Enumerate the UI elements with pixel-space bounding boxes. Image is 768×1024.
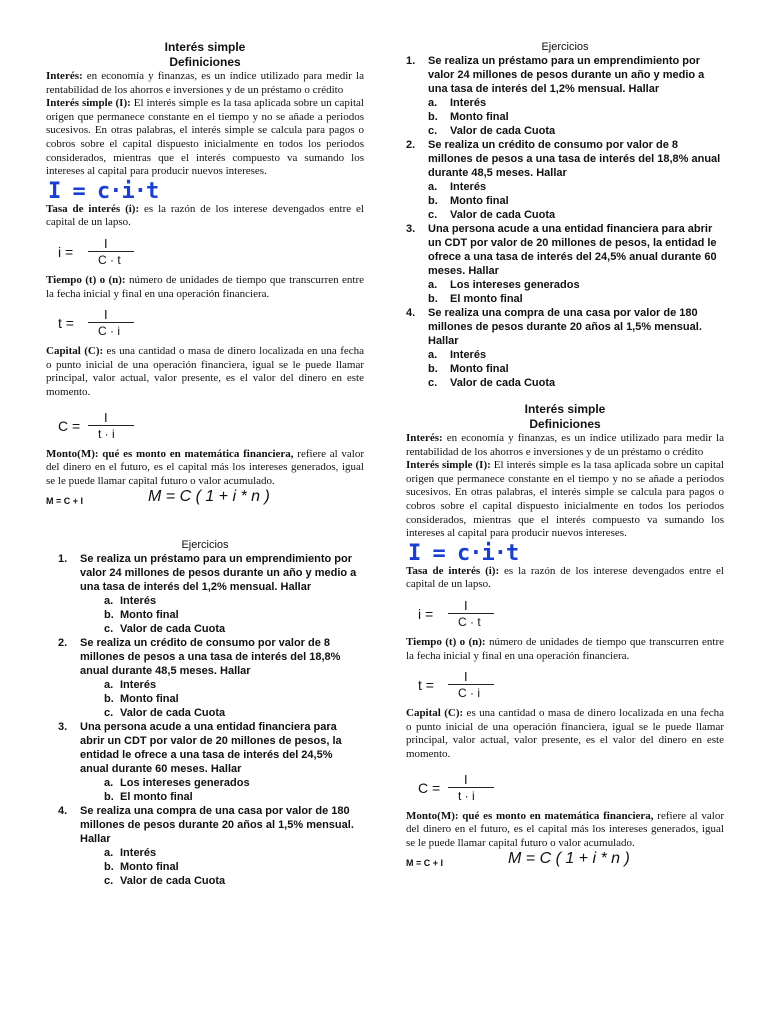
term-label: Tiempo (t) o (n):: [406, 635, 486, 648]
definition-text: en economía y finanzas, es un índice utilizado para medir la rentabilidad de los ahorros e inversiones y de un préstamo o crédito: [406, 432, 724, 458]
exercise-item: [406, 306, 724, 348]
interes-definition: [406, 432, 724, 459]
exercise-subitem: [58, 678, 364, 692]
tasa-formula: [58, 236, 178, 270]
exercise-subitem: [406, 278, 724, 292]
subitem-letter: a.: [104, 777, 114, 790]
subitem-letter: b.: [428, 195, 438, 207]
definition-text: El interés simple es la tasa aplicada sobre un capital origen que permanece constante en el tiempo y no se añade a periodos sucesivos. En otras palabras, el interés simple se calcula para pagos o cobros sobre el capital dispuesto inicialmente en todos los periodos considerados, mientras que el interés compuesto va sumando los intereses al capital para producir nuevos intereses.: [406, 459, 724, 540]
subitem-letter: a.: [104, 679, 114, 692]
subitem-text: Valor de cada Cuota: [120, 707, 226, 720]
subitem-text: Valor de cada Cuota: [120, 875, 226, 888]
definition-text: es la razón de los interese devengados entre el capital de un lapso.: [406, 564, 724, 591]
subitem-letter: c.: [104, 623, 114, 636]
exercise-subitem: [58, 790, 364, 804]
subitem-text: Los intereses generados: [450, 279, 580, 291]
exercise-number: 2.: [58, 637, 68, 650]
exercise-subitem: [406, 110, 724, 124]
subitem-text: Interés: [450, 97, 487, 109]
formula-denominator: C · i: [458, 686, 480, 701]
formula-lhs: i =: [58, 243, 74, 260]
exercise-subitem: [406, 96, 724, 110]
subitem-letter: b.: [104, 791, 114, 804]
subitem-text: Monto final: [450, 195, 509, 207]
subitem-text: Interés: [120, 679, 157, 692]
capital-formula: [418, 772, 538, 806]
formula-denominator: C · i: [98, 324, 120, 339]
formula-denominator: t · i: [458, 788, 475, 803]
exercise-number: 4.: [406, 307, 416, 319]
definitions-section: [406, 402, 724, 872]
subitem-text: Monto final: [120, 693, 179, 706]
exercise-subitem: [406, 362, 724, 376]
definition-text: refiere al valor del dinero en el futuro, es el capital más los intereses generados, igual se le puede llamar capital futuro o valor acumulado.: [406, 809, 725, 849]
capital-formula: [58, 410, 178, 444]
definition-text: es una cantidad o masa de dinero localizada en una fecha o punto inicial de una operación financiera, igual se le puede llamar principal, valor actual, valor presente, es el valor del dinero en este momento.: [406, 707, 724, 760]
monto-formula: M = C ( 1 + i * n ): [148, 488, 270, 506]
fraction-bar: [88, 425, 134, 426]
monto-short-formula: M = C + I: [46, 496, 84, 507]
term-label: Tasa de interés (i):: [406, 564, 500, 577]
exercises-title: Ejercicios: [541, 41, 589, 53]
formula-lhs: C =: [418, 779, 441, 796]
exercise-text: Se realiza una compra de una casa por valor de 180 millones de pesos durante 20 años al 1,5% mensual. Hallar: [80, 805, 354, 846]
exercise-number: 3.: [58, 721, 68, 734]
exercise-subitem: [58, 594, 364, 608]
subitem-text: El monto final: [120, 791, 193, 804]
exercise-number: 3.: [406, 223, 416, 235]
term-label: Interés:: [406, 432, 443, 444]
formula-lhs: t =: [58, 315, 74, 332]
exercise-text: Se realiza un préstamo para un emprendimiento por valor 24 millones de pesos durante un año y medio a una tasa de interés del 1,2% mensual. Hallar: [80, 553, 357, 594]
tiempo-formula: [418, 669, 538, 703]
formula-numerator: I: [464, 669, 468, 685]
subitem-letter: a.: [104, 847, 114, 860]
tasa-definition: [46, 203, 364, 230]
exercises-section: [406, 40, 724, 390]
monto-definition: [406, 810, 724, 851]
formula-numerator: I: [104, 235, 108, 251]
subitem-letter: c.: [104, 875, 114, 888]
exercise-subitem: [58, 776, 364, 790]
definition-text: refiere al valor del dinero en el futuro, es el capital más los intereses generados, igual se le puede llamar capital futuro o valor acumulado.: [46, 447, 365, 487]
exercise-subitem: [406, 376, 724, 390]
term-label: Interés simple (I):: [46, 97, 131, 110]
exercise-item: [58, 636, 364, 678]
tiempo-formula: [58, 307, 178, 341]
formula-denominator: t · i: [98, 426, 115, 441]
subitem-letter: b.: [428, 293, 438, 305]
subitem-letter: c.: [428, 209, 438, 221]
subitem-text: Monto final: [450, 363, 509, 375]
subitem-letter: b.: [104, 693, 114, 706]
fraction-bar: [448, 613, 494, 614]
exercise-subitem: [58, 622, 364, 636]
exercise-subitem: [58, 608, 364, 622]
subitem-text: Monto final: [120, 609, 179, 622]
exercise-list: [406, 54, 724, 390]
interes-definition: [46, 70, 364, 97]
exercise-number: 1.: [406, 55, 416, 67]
section-title: Interés simple: [164, 40, 246, 54]
monto-formulas: [406, 850, 724, 872]
subitem-letter: b.: [428, 111, 438, 123]
subitem-letter: c.: [428, 377, 438, 389]
fraction-bar: [448, 684, 494, 685]
definition-text: número de unidades de tiempo que transcurren entre la fecha inicial y final en una operación financiera.: [406, 635, 724, 662]
simple-definition: [46, 97, 364, 179]
exercise-number: 4.: [58, 805, 68, 818]
formula-denominator: C · t: [98, 252, 121, 267]
term-label: Interés:: [46, 70, 83, 82]
section-title: Interés simple: [524, 402, 606, 416]
main-formula: I = c·i·t: [48, 178, 159, 204]
subitem-text: Interés: [120, 847, 157, 860]
subitem-letter: b.: [104, 861, 114, 874]
formula-lhs: i =: [418, 605, 434, 622]
subitem-text: Interés: [120, 595, 157, 608]
term-label: Capital (C):: [406, 707, 464, 720]
subitem-letter: a.: [104, 595, 114, 608]
exercise-subitem: [58, 692, 364, 706]
exercise-number: 2.: [406, 139, 416, 151]
exercise-item: [58, 552, 364, 594]
subitem-letter: a.: [428, 349, 438, 361]
subitem-text: Valor de cada Cuota: [450, 125, 556, 137]
right-top-spacer: [406, 0, 724, 40]
exercise-subitem: [58, 706, 364, 720]
left-column: [46, 0, 364, 888]
capital-definition: [46, 345, 364, 399]
term-label: Tasa de interés (i):: [46, 202, 140, 215]
subitem-text: Valor de cada Cuota: [450, 209, 556, 221]
subitem-letter: c.: [428, 125, 438, 137]
exercise-item: [406, 138, 724, 180]
subitem-letter: b.: [428, 363, 438, 375]
formula-denominator: C · t: [458, 614, 481, 629]
exercises-section: [46, 538, 364, 888]
exercise-subitem: [406, 194, 724, 208]
formula-numerator: I: [104, 307, 108, 323]
term-label: Capital (C):: [46, 345, 104, 358]
exercise-subitem: [58, 846, 364, 860]
formula-lhs: t =: [418, 677, 434, 694]
definition-text: es una cantidad o masa de dinero localizada en una fecha o punto inicial de una operación financiera, igual se le puede llamar principal, valor actual, valor presente, es el valor del dinero en este momento.: [46, 345, 364, 398]
subitem-text: Valor de cada Cuota: [120, 623, 226, 636]
exercise-subitem: [58, 860, 364, 874]
exercise-text: Se realiza un crédito de consumo por valor de 8 millones de pesos a una tasa de interés del 18,8% anual durante 48,5 meses. Hallar: [80, 637, 341, 678]
term-label: Monto(M): qué es monto en matemática financiera,: [46, 447, 294, 460]
monto-definition: [46, 448, 364, 489]
term-label: Tiempo (t) o (n):: [46, 273, 126, 286]
exercise-text: Una persona acude a una entidad financiera para abrir un CDT por valor de 20 millones de pesos, la entidad le ofrece a una tasa de interés del 24,5% anual durante 60 meses. Hallar: [80, 721, 342, 776]
formula-numerator: I: [464, 597, 468, 613]
exercise-item: [406, 222, 724, 278]
tasa-definition: [406, 565, 724, 592]
fraction-bar: [88, 322, 134, 323]
subitem-text: Valor de cada Cuota: [450, 377, 556, 389]
monto-formulas: [46, 488, 364, 510]
definition-text: número de unidades de tiempo que transcurren entre la fecha inicial y final en una operación financiera.: [46, 273, 364, 300]
fraction-bar: [88, 251, 134, 252]
subitem-text: El monto final: [450, 293, 523, 305]
formula-lhs: C =: [58, 417, 81, 434]
subitem-letter: b.: [104, 609, 114, 622]
term-label: Interés simple (I):: [406, 459, 491, 472]
definition-text: El interés simple es la tasa aplicada sobre un capital origen que permanece constante en el tiempo y no se añade a periodos sucesivos. En otras palabras, el interés simple se calcula para pagos o cobros sobre el capital dispuesto inicialmente en todos los periodos considerados, mientras que el interés compuesto va sumando los intereses al capital para producir nuevos intereses.: [46, 97, 364, 178]
subitem-letter: a.: [428, 279, 438, 291]
subitem-text: Interés: [450, 349, 487, 361]
exercise-text: Se realiza un préstamo para un emprendimiento por valor 24 millones de pesos durante un año y medio a una tasa de interés del 1,2% mensual. Hallar: [428, 55, 705, 95]
exercise-text: Una persona acude a una entidad financiera para abrir un CDT por valor de 20 millones de pesos, la entidad le ofrece a una tasa de interés del 24,5% anual durante 60 meses. Hallar: [428, 223, 717, 277]
left-top-spacer: [46, 0, 364, 40]
section-subtitle: Definiciones: [169, 55, 241, 69]
simple-definition: [406, 459, 724, 541]
subitem-text: Monto final: [450, 111, 509, 123]
subitem-letter: c.: [104, 707, 114, 720]
subitem-text: Los intereses generados: [120, 777, 250, 790]
exercise-subitem: [406, 348, 724, 362]
exercise-list: [46, 552, 364, 888]
formula-numerator: I: [104, 409, 108, 425]
definitions-section: [46, 40, 364, 510]
tiempo-definition: [406, 636, 724, 663]
exercises-title: Ejercicios: [181, 539, 229, 552]
exercise-item: [58, 720, 364, 776]
exercise-subitem: [406, 208, 724, 222]
capital-definition: [406, 707, 724, 761]
definition-text: en economía y finanzas, es un índice utilizado para medir la rentabilidad de los ahorros e inversiones y de un préstamo o crédito: [46, 70, 364, 96]
right-column: [406, 0, 724, 872]
exercise-text: Se realiza un crédito de consumo por valor de 8 millones de pesos a una tasa de interés del 18,8% anual durante 48,5 meses. Hallar: [428, 139, 721, 179]
term-label: Monto(M): qué es monto en matemática financiera,: [406, 809, 654, 822]
tiempo-definition: [46, 274, 364, 301]
exercise-subitem: [406, 292, 724, 306]
exercise-item: [58, 804, 364, 846]
subitem-text: Interés: [450, 181, 487, 193]
section-subtitle: Definiciones: [529, 417, 601, 431]
exercise-subitem: [406, 180, 724, 194]
exercise-subitem: [406, 124, 724, 138]
definition-text: es la razón de los interese devengados entre el capital de un lapso.: [46, 202, 364, 229]
main-formula: I = c·i·t: [408, 540, 519, 566]
exercise-text: Se realiza una compra de una casa por valor de 180 millones de pesos durante 20 años al 1,5% mensual. Hallar: [428, 307, 702, 347]
fraction-bar: [448, 787, 494, 788]
monto-formula: M = C ( 1 + i * n ): [508, 850, 630, 868]
monto-short-formula: M = C + I: [406, 858, 444, 869]
subitem-letter: a.: [428, 97, 438, 109]
exercise-item: [406, 54, 724, 96]
tasa-formula: [418, 598, 538, 632]
formula-numerator: I: [464, 771, 468, 787]
exercise-subitem: [58, 874, 364, 888]
subitem-text: Monto final: [120, 861, 179, 874]
exercise-number: 1.: [58, 553, 68, 566]
subitem-letter: a.: [428, 181, 438, 193]
